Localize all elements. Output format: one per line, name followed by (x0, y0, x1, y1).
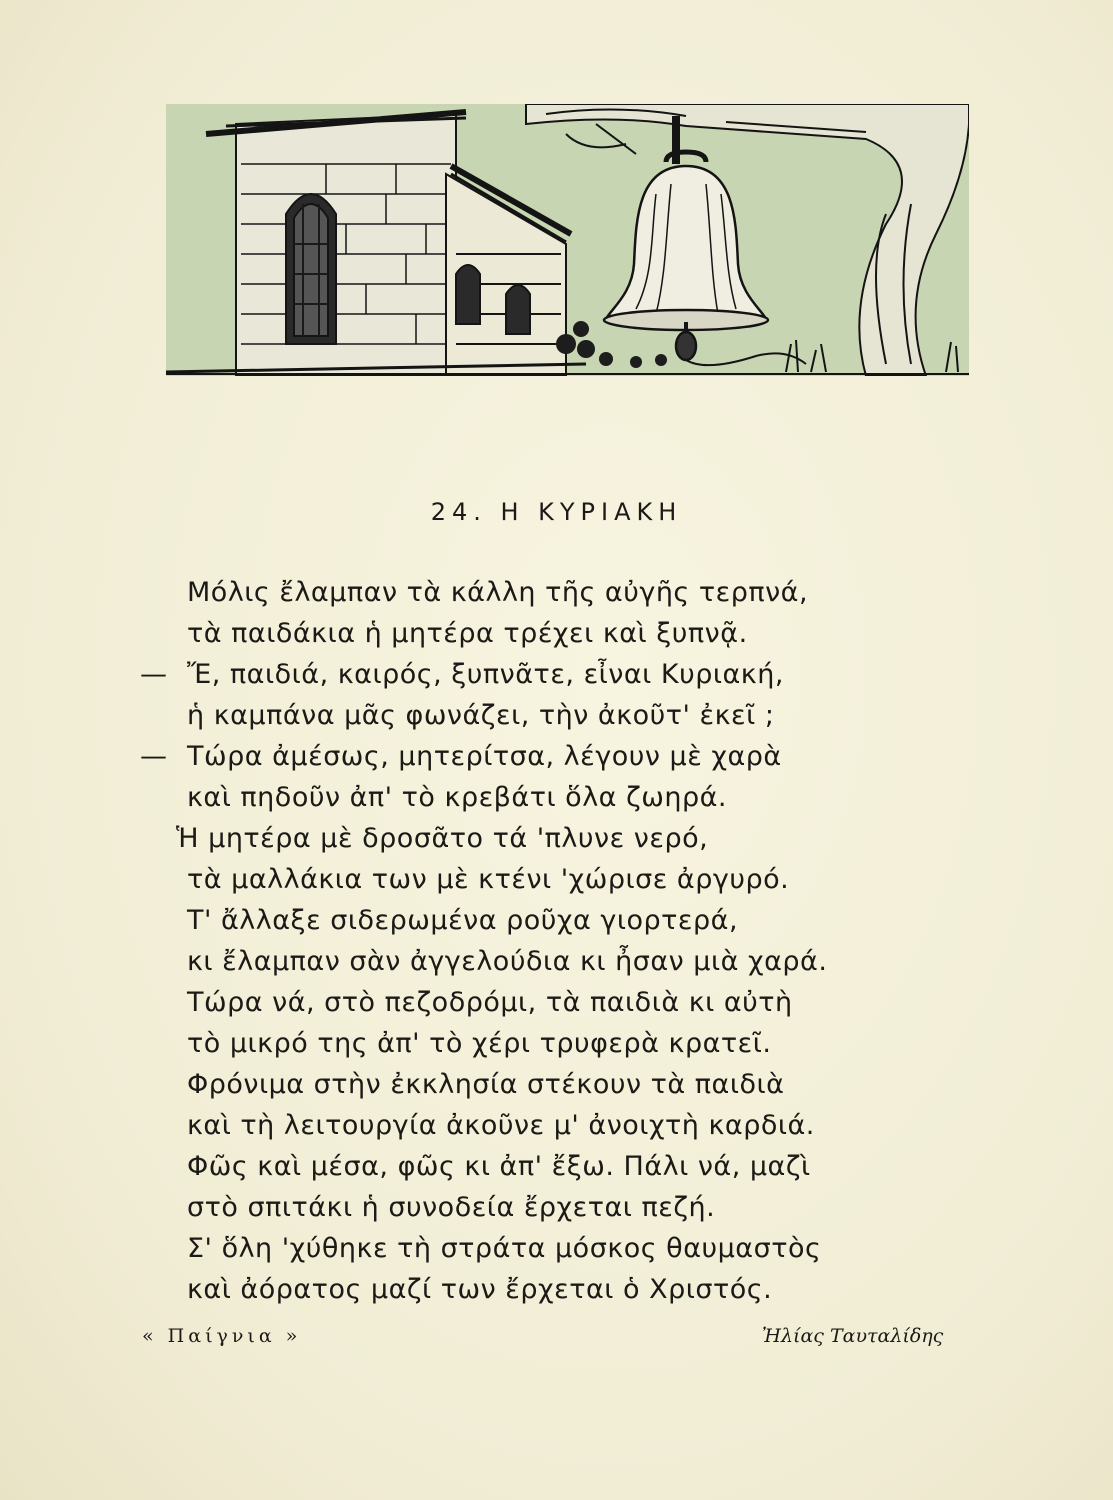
poem-line (140, 859, 1000, 900)
church-bell-drawing (166, 104, 969, 376)
line-dash: — (140, 741, 168, 772)
poem-line (140, 941, 1000, 982)
poem-line (140, 982, 1000, 1023)
line-text: ἡ καμπάνα μᾶς φωνάζει, τὴν ἀκοῦτ' ἐκεῖ ; (187, 700, 775, 731)
church-bell-illustration (166, 104, 969, 376)
poem-line (140, 777, 1000, 818)
line-text: Τώρα νά, στὸ πεζοδρόμι, τὰ παιδιὰ κι αὐτὴ (187, 987, 793, 1018)
poem-line (140, 1023, 1000, 1064)
line-text: Τ' ἄλλαξε σιδερωμένα ροῦχα γιορτερά, (187, 905, 739, 936)
line-text: Ἔ, παιδιά, καιρός, ξυπνᾶτε, εἶναι Κυριακή, (187, 659, 784, 690)
poem-line (140, 1269, 1000, 1310)
line-text: κι ἔλαμπαν σὰν ἀγγελούδια κι ἦσαν μιὰ χαρά. (187, 946, 828, 977)
line-text: καὶ τὴ λειτουργία ἀκοῦνε μ' ἀνοιχτὴ καρδιά. (187, 1110, 815, 1141)
line-text: στὸ σπιτάκι ἡ συνοδεία ἔρχεται πεζή. (187, 1192, 716, 1223)
line-dash: — (140, 659, 168, 690)
poem-line (140, 1228, 1000, 1269)
poem-line (140, 695, 1000, 736)
poem-line (140, 900, 1000, 941)
poem-title: 24. Η ΚΥΡΙΑΚΗ (430, 498, 683, 526)
poem-line (140, 1105, 1000, 1146)
poem-line (140, 613, 1000, 654)
line-text: καὶ ἀόρατος μαζί των ἔρχεται ὁ Χριστός. (187, 1274, 773, 1305)
line-text: Μόλις ἔλαμπαν τὰ κάλλη τῆς αὐγῆς τερπνά, (187, 577, 809, 608)
poem-line (140, 654, 1000, 695)
poem-line (140, 818, 1000, 859)
line-text: Φῶς καὶ μέσα, φῶς κι ἀπ' ἔξω. Πάλι νά, μαζὶ (187, 1151, 811, 1182)
line-text: τὰ μαλλάκια των μὲ κτένι 'χώρισε ἀργυρό. (187, 864, 790, 895)
line-text: καὶ πηδοῦν ἀπ' τὸ κρεβάτι ὅλα ζωηρά. (187, 782, 727, 813)
line-text: Σ' ὅλη 'χύθηκε τὴ στράτα μόσκος θαυμαστὸς (187, 1233, 822, 1264)
line-text: τὸ μικρό της ἀπ' τὸ χέρι τρυφερὰ κρατεῖ. (187, 1028, 772, 1059)
poem-line (140, 1064, 1000, 1105)
poem-line (140, 1146, 1000, 1187)
poem-line (140, 572, 1000, 613)
poem-line (140, 1187, 1000, 1228)
line-text: Ἡ μητέρα μὲ δροσᾶτο τά 'πλυνε νερό, (176, 823, 709, 854)
line-text: Φρόνιμα στὴν ἐκκλησία στέκουν τὰ παιδιὰ (187, 1069, 785, 1100)
author-name: Ἠλίας Ταυταλίδης (762, 1325, 944, 1347)
line-text: τὰ παιδάκια ἡ μητέρα τρέχει καὶ ξυπνᾷ. (187, 618, 748, 649)
source-title: « Παίγνια » (142, 1325, 302, 1347)
poem-line (140, 736, 1000, 777)
line-text: Τώρα ἀμέσως, μητερίτσα, λέγουν μὲ χαρὰ (187, 741, 782, 772)
poem-body (140, 572, 1000, 1310)
